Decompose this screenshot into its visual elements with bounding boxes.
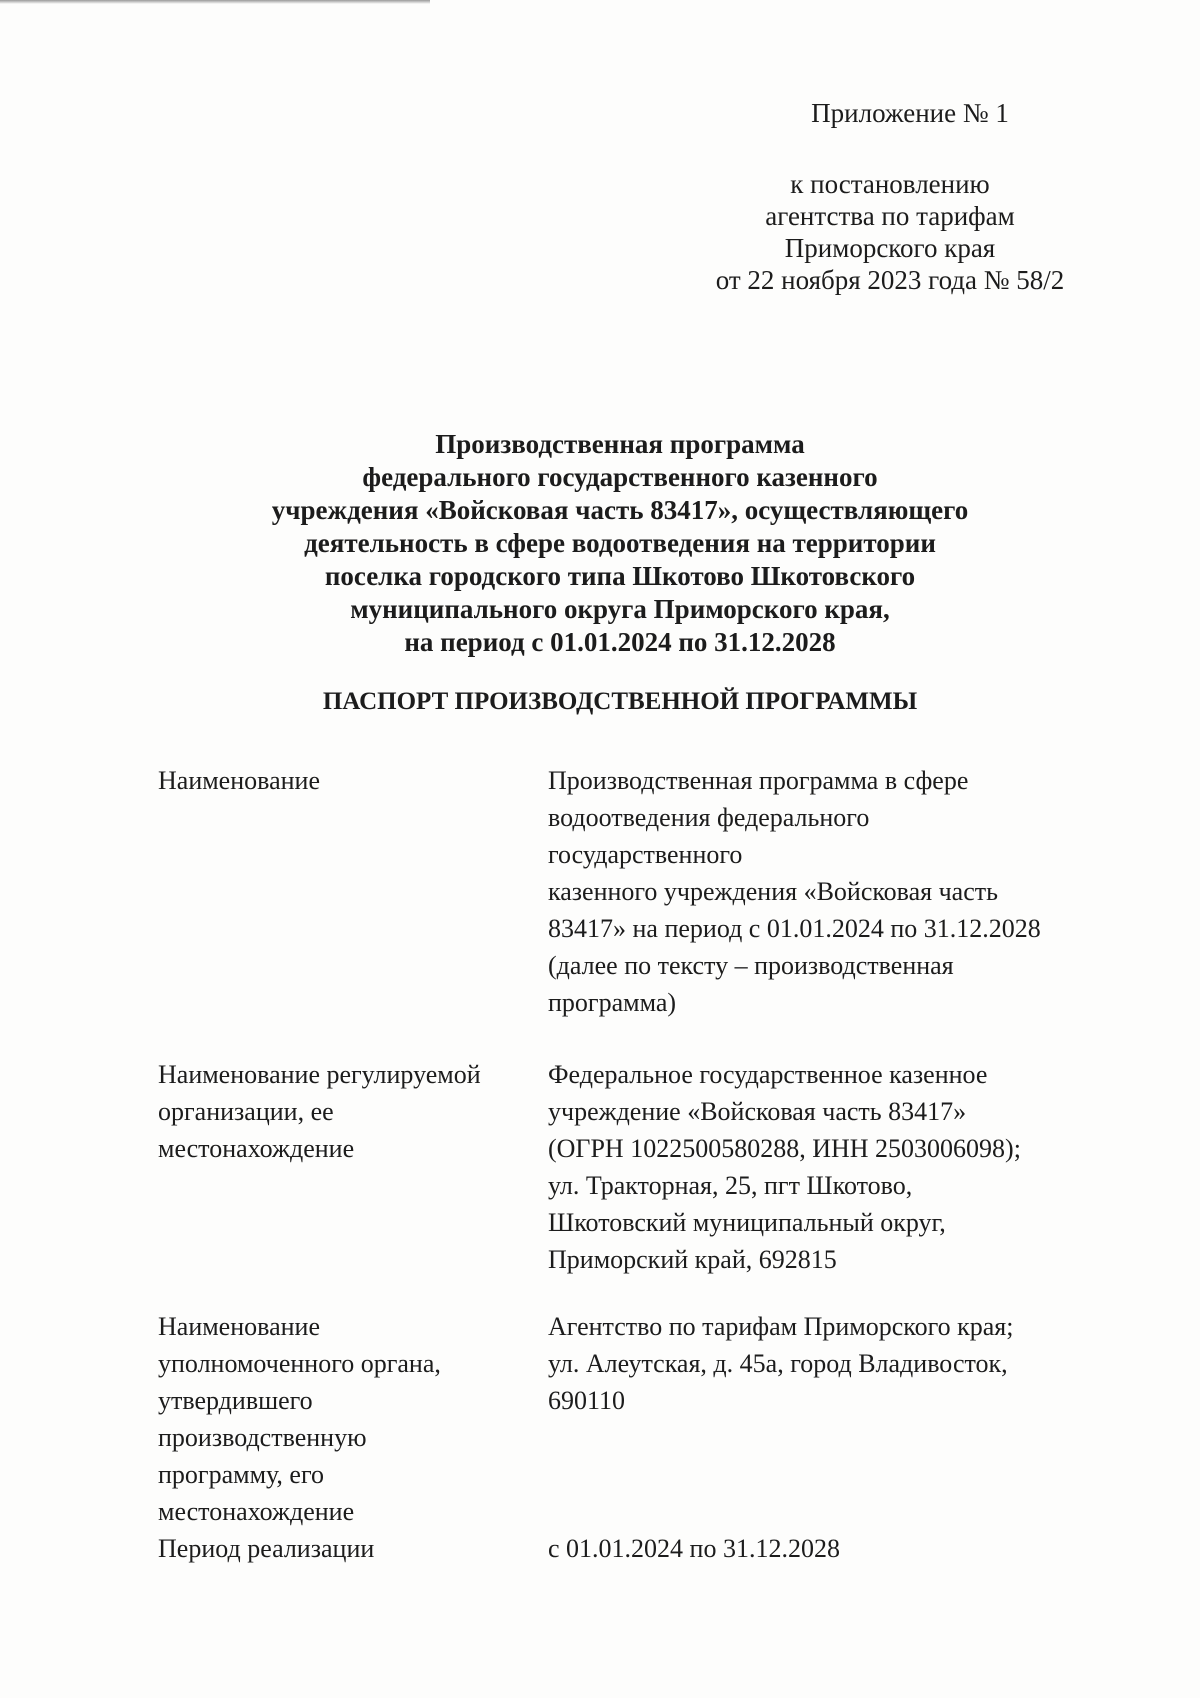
label-line: утвердившего <box>158 1386 313 1415</box>
row-label <box>158 1056 538 1167</box>
value-line: с 01.01.2024 по 31.12.2028 <box>548 1534 840 1563</box>
title-line: муниципального округа Приморского края, <box>350 594 890 624</box>
title-line: на период с 01.01.2024 по 31.12.2028 <box>404 627 836 657</box>
row-value <box>548 1056 1108 1278</box>
row-label <box>158 762 538 799</box>
value-line: ул. Алеутская, д. 45а, город Владивосток, <box>548 1349 1008 1378</box>
value-line: 690110 <box>548 1386 626 1415</box>
document-title <box>160 428 1080 659</box>
annex-reference <box>700 168 1080 296</box>
annex-line: Приморского края <box>784 233 996 263</box>
value-line: государственного <box>548 840 743 869</box>
label-line: организации, ее <box>158 1097 334 1126</box>
value-line: (далее по тексту – производственная <box>548 951 954 980</box>
label-line: производственную <box>158 1423 367 1452</box>
value-line: Приморский край, 692815 <box>548 1245 837 1274</box>
label-line: местонахождение <box>158 1134 355 1163</box>
title-line: учреждения «Войсковая часть 83417», осуществляющего <box>271 495 969 525</box>
label-line: Наименование <box>158 1312 320 1341</box>
scan-edge-shadow <box>0 0 430 4</box>
title-line: федерального государственного казенного <box>362 462 878 492</box>
value-line: 83417» на период с 01.01.2024 по 31.12.2028 <box>548 914 1041 943</box>
label-line: Наименование <box>158 766 320 795</box>
value-line: казенного учреждения «Войсковая часть <box>548 877 998 906</box>
label-line: программу, его <box>158 1460 324 1489</box>
label-line: Наименование регулируемой <box>158 1060 481 1089</box>
row-value <box>548 1308 1108 1419</box>
value-line: Федеральное государственное казенное <box>548 1060 988 1089</box>
label-line: Период реализации <box>158 1534 375 1563</box>
value-line: Шкотовский муниципальный округ, <box>548 1208 946 1237</box>
row-value <box>548 1530 1108 1567</box>
annex-line: от 22 ноября 2023 года № 58/2 <box>715 265 1065 295</box>
value-line: ул. Тракторная, 25, пгт Шкотово, <box>548 1171 913 1200</box>
value-line: учреждение «Войсковая часть 83417» <box>548 1097 967 1126</box>
label-line: уполномоченного органа, <box>158 1349 441 1378</box>
value-line: Агентство по тарифам Приморского края; <box>548 1312 1014 1341</box>
annex-number: Приложение № 1 <box>811 98 1009 128</box>
title-line: поселка городского типа Шкотово Шкотовского <box>324 561 916 591</box>
value-line: программа) <box>548 988 677 1017</box>
title-line: Производственная программа <box>435 429 805 459</box>
annex-line: к постановлению <box>790 169 990 199</box>
label-line: местонахождение <box>158 1497 355 1526</box>
value-line: Производственная программа в сфере <box>548 766 969 795</box>
row-label <box>158 1530 538 1567</box>
value-line: (ОГРН 1022500580288, ИНН 2503006098); <box>548 1134 1021 1163</box>
passport-heading: ПАСПОРТ ПРОИЗВОДСТВЕННОЙ ПРОГРАММЫ <box>322 688 918 715</box>
value-line: водоотведения федерального <box>548 803 870 832</box>
title-line: деятельность в сфере водоотведения на территории <box>304 528 936 558</box>
row-label <box>158 1308 538 1530</box>
annex-line: агентства по тарифам <box>765 201 1015 231</box>
row-value <box>548 762 1108 1021</box>
